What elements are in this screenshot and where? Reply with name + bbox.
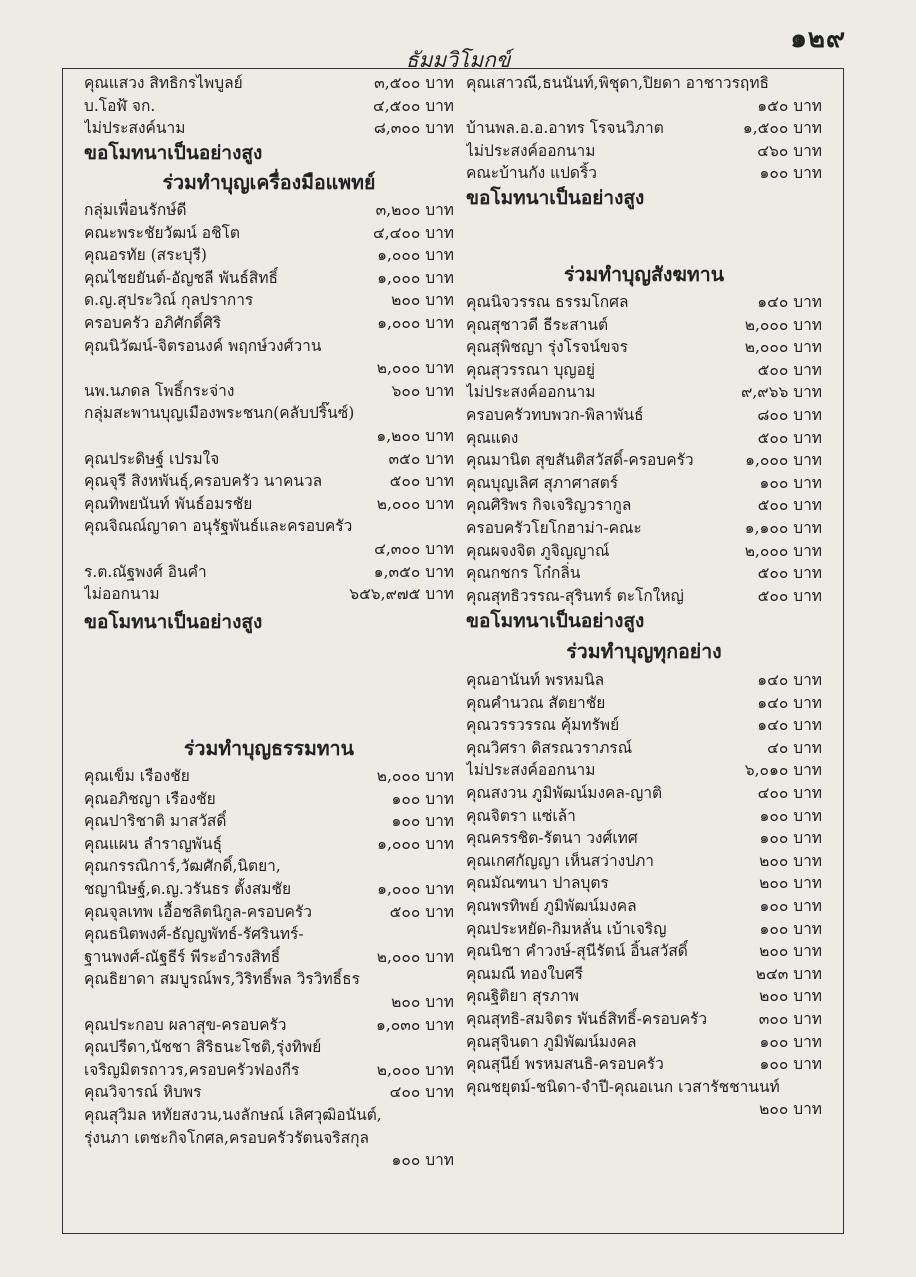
donation-amount: ๑๕๐ บาท: [757, 96, 822, 115]
donor-name: คุณจุรี สิงหพันธุ์,ครอบครัว นาคนวล: [84, 472, 323, 491]
donation-amount: ๘๐๐ บาท: [757, 405, 822, 424]
donor-name: คุณอรทัย (สระบุรี): [84, 246, 207, 265]
donor-row: [466, 291, 822, 314]
donation-amount: ๔๐๐ บาท: [757, 783, 822, 802]
donation-amount: ๕๐๐ บาท: [757, 586, 822, 605]
donor-name: คุณแดง: [466, 428, 519, 447]
donor-name: ครอบครัวโยโกฮาม่า-คณะ: [466, 518, 642, 537]
donor-name: คุณวิจารณ์ หิบพร: [84, 1083, 202, 1102]
donor-row: [466, 963, 822, 986]
donor-row: [84, 1104, 454, 1127]
donor-row: [84, 402, 454, 425]
donor-name: บ.โอฬ้ จก.: [84, 96, 156, 115]
donation-amount: ๑,๐๐๐ บาท: [745, 451, 822, 470]
donor-row: [84, 199, 454, 222]
donor-row: [466, 381, 822, 404]
donor-row: [84, 833, 454, 856]
donor-row: [466, 72, 822, 95]
donation-amount: ๑๐๐ บาท: [759, 919, 822, 938]
left-block1: [84, 72, 454, 140]
donor-row: [466, 117, 822, 140]
donor-row: [84, 357, 454, 380]
donor-row: [84, 583, 454, 606]
donor-name: กลุ่มเพื่อนรักษ์ดี: [84, 201, 187, 219]
donation-amount: ๖๐๐ บาท: [391, 381, 454, 400]
donation-amount: ๒,๐๐๐ บาท: [376, 767, 454, 785]
donor-name: คุณจุลเทพ เอื้อชลิตนิกูล-ครอบครัว: [84, 902, 312, 921]
donor-name: คุณปาริชาติ มาสวัสดิ์: [84, 812, 227, 831]
donor-row: [466, 782, 822, 805]
donation-amount: ๑๔๐ บาท: [757, 693, 822, 712]
donor-name: คุณฐิติยา สุรภาพ: [466, 987, 580, 1006]
donation-amount: ๑๐๐ บาท: [391, 789, 454, 808]
page-number: ๑๒๙: [790, 24, 846, 54]
donor-row: [84, 1036, 454, 1059]
donor-row: [466, 336, 822, 359]
donation-amount: ๒๐๐ บาท: [391, 992, 454, 1011]
donor-row: [466, 404, 822, 427]
donor-row: [466, 472, 822, 495]
donor-name: ไม่ประสงค์นาม: [84, 119, 186, 138]
donor-row: [84, 561, 454, 584]
right-block1: [466, 72, 822, 185]
donor-name: คุณกรรณิการ์,วัฒศักดิ์,นิตยา,: [84, 857, 281, 876]
donor-name: คุณอานันท์ พรหมนิล: [466, 671, 605, 689]
donor-name: คณะพระชัยวัฒน์ อชิโต: [84, 223, 240, 242]
donation-amount: ๑๐๐ บาท: [759, 1055, 822, 1074]
donation-amount: ๑๐๐ บาท: [759, 1032, 822, 1051]
donor-row: [84, 493, 454, 516]
donor-row: [84, 222, 454, 245]
donation-amount: ๑,๐๐๐ บาท: [377, 313, 454, 332]
donor-name: คุณประกอบ ผลาสุข-ครอบครัว: [84, 1015, 287, 1034]
donor-name: คุณจิตรา แซ่เล้า: [466, 806, 576, 825]
donor-row: [84, 312, 454, 335]
donor-name: คุณเข็ม เรืองชัย: [84, 767, 190, 785]
donation-amount: ๑๐๐ บาท: [391, 812, 454, 831]
donor-row: [466, 1076, 822, 1099]
donation-amount: ๑๔๐ บาท: [757, 293, 822, 311]
donor-name: คุณชยุตม์-ชนิดา-จำปี-คุณอเนก เวสารัชชานนท์: [466, 1077, 780, 1096]
donor-row: [84, 244, 454, 267]
dhamma-donor-list: [84, 765, 454, 1172]
donor-row: [466, 872, 822, 895]
donation-amount: ๕๐๐ บาท: [757, 428, 822, 447]
donation-amount: ๒๐๐ บาท: [759, 942, 822, 961]
donation-amount: ๓๐๐ บาท: [758, 1009, 822, 1028]
donor-row: [84, 95, 454, 118]
donation-amount: ๒,๐๐๐ บาท: [376, 359, 454, 378]
donor-name: คุณนิจวรรณ ธรรมโกศล: [466, 293, 629, 311]
donor-row: [84, 901, 454, 924]
section-heading-all: ร่วมทำบุญทุกอย่าง: [566, 640, 722, 663]
donation-amount: ๑๐๐ บาท: [759, 896, 822, 915]
donor-name: คุณนิชา คำวงษ์-สุนีรัตน์ อิ้นสวัสดิ์: [466, 942, 688, 961]
donor-name: รุ่งนภา เตชะกิจโกศล,ครอบครัวรัตนจริสกุล: [84, 1128, 369, 1147]
donation-amount: ๑,๐๓๐ บาท: [376, 1015, 454, 1034]
donor-row: [466, 540, 822, 563]
donor-name: คุณธิยาดา สมบูรณ์พร,วิริทธิ์พล วิรวิทธิ์ธร: [84, 970, 360, 989]
right-column: [466, 72, 822, 1277]
donation-amount: ๔,๔๐๐ บาท: [373, 223, 454, 242]
sangha-donor-list: [466, 291, 822, 607]
donation-amount: ๒,๐๐๐ บาท: [376, 1060, 454, 1079]
donor-row: [84, 1014, 454, 1037]
donor-row: [466, 985, 822, 1008]
donor-name: บ้านพล.อ.อ.อาทร โรจนวิภาต: [466, 119, 664, 138]
donation-amount: ๕๐๐ บาท: [757, 496, 822, 515]
donation-amount: ๑๐๐ บาท: [759, 473, 822, 492]
donor-row: [84, 810, 454, 833]
donor-name: ร.ต.ณัฐพงศ์ อินคำ: [84, 562, 207, 581]
donation-amount: ๑,๒๐๐ บาท: [376, 426, 454, 445]
donation-amount: ๓,๕๐๐ บาท: [374, 74, 454, 92]
donor-row: [84, 968, 454, 991]
donor-name: คุณแผน ลำราญพันธุ์: [84, 834, 223, 853]
donor-row: [84, 946, 454, 969]
donor-row: [466, 737, 822, 760]
donor-row: [466, 940, 822, 963]
donor-name: ชญานิษฐ์,ด.ญ.วรันธร ตั้งสมชัย: [84, 879, 292, 898]
donor-name: คุณแสวง สิทธิกรไพบูลย์: [84, 74, 243, 92]
thanks-heading: ขอโมทนาเป็นอย่างสูง: [84, 611, 263, 633]
donation-amount: ๕๐๐ บาท: [389, 902, 454, 921]
donor-row: [466, 162, 822, 185]
donation-amount: ๑,๑๐๐ บาท: [744, 518, 822, 537]
donor-name: คุณเกศกัญญา เห็นสว่างปภา: [466, 851, 655, 870]
donor-name: คุณทิพยนันท์ พันธ์อมรชัย: [84, 494, 253, 513]
donor-row: [466, 918, 822, 941]
donor-row: [466, 562, 822, 585]
donor-name: คุณสุทธิวรรณ-สุรินทร์ ตะโกใหญ่: [466, 586, 684, 605]
donation-amount: ๔๖๐ บาท: [757, 141, 822, 160]
donation-amount: ๔๐ บาท: [767, 738, 822, 757]
donor-row: [84, 855, 454, 878]
donor-row: [84, 1127, 454, 1150]
donor-name: คุณนิวัฒน์-จิตรอนงค์ พฤกษ์วงศ์วาน: [84, 336, 322, 355]
donor-row: [84, 470, 454, 493]
donor-name: คุณไชยยันต์-อัญชลี พันธ์สิทธิ์: [84, 268, 278, 287]
section-heading-sangha: ร่วมทำบุญสังฆทาน: [563, 263, 725, 286]
donation-amount: ๒,๐๐๐ บาท: [376, 494, 454, 513]
donor-row: [84, 1081, 454, 1104]
donor-name: คุณอภิชญา เรืองชัย: [84, 789, 216, 808]
donor-name: ครอบครัวทบพวก-พิลาพันธ์: [466, 405, 644, 424]
donor-row: [84, 788, 454, 811]
donor-name: คุณสุจินดา ภูมิพัฒน์มงคล: [466, 1032, 637, 1051]
donation-amount: ๙,๙๖๖ บาท: [741, 383, 822, 402]
donor-name: คุณครรชิต-รัตนา วงศ์เทศ: [466, 829, 638, 848]
donor-name: เจริญมิตรถาวร,ครอบครัวฟองกีร: [84, 1060, 300, 1079]
donation-amount: ๑,๐๐๐ บาท: [377, 879, 454, 898]
donor-row: [84, 765, 454, 788]
section-heading-medical: ร่วมทำบุญเครื่องมือแพทย์: [162, 171, 376, 194]
donor-name: ไม่ประสงค์ออกนาม: [466, 141, 596, 160]
donor-name: คณะบ้านกัง แปดริ้ว: [466, 164, 598, 183]
donor-name: คุณมานิต สุขสันติสวัสดิ์-ครอบครัว: [466, 451, 694, 470]
thanks-heading: ขอโมทนาเป็นอย่างสูง: [84, 142, 263, 164]
donor-row: [466, 895, 822, 918]
donor-name: คุณวรรวรรณ คุ้มทรัพย์: [466, 716, 620, 735]
donor-row: [84, 923, 454, 946]
donation-amount: ๒,๐๐๐ บาท: [744, 338, 822, 357]
donor-row: [466, 692, 822, 715]
donor-name: คุณธนิตพงศ์-ธัญญพัทธ์-รัศรินทร์-: [84, 925, 304, 944]
thanks-heading: ขอโมทนาเป็นอย่างสูง: [466, 187, 645, 209]
donation-amount: ๑๐๐ บาท: [759, 829, 822, 848]
donor-row: [466, 517, 822, 540]
donation-amount: ๓,๒๐๐ บาท: [375, 201, 454, 219]
donor-name: คุณสุพิชญา รุ่งโรจน์ขจร: [466, 338, 629, 357]
donor-row: [466, 759, 822, 782]
donor-row: [84, 117, 454, 140]
donor-row: [84, 1149, 454, 1172]
donation-amount: ๒๐๐ บาท: [391, 291, 454, 310]
donation-amount: ๑,๐๐๐ บาท: [377, 834, 454, 853]
donor-name: คุณสุชาวดี ธีระสานต์: [466, 315, 609, 334]
donor-row: [466, 140, 822, 163]
donation-amount: ๒๔๓ บาท: [755, 964, 822, 983]
donor-name: คุณมัณฑนา ปาลบุตร: [466, 874, 609, 893]
donation-amount: ๑๐๐ บาท: [759, 806, 822, 825]
donation-amount: ๑๐๐ บาท: [391, 1151, 454, 1170]
donor-row: [84, 1059, 454, 1082]
donation-amount: ๓๕๐ บาท: [388, 449, 454, 468]
donation-amount: ๒๐๐ บาท: [759, 874, 822, 893]
donor-row: [466, 850, 822, 873]
donation-amount: ๕๐๐ บาท: [389, 472, 454, 491]
donor-name: คุณปรีดา,นัชชา สิริธนะโชติ,รุ่งทิพย์: [84, 1038, 322, 1057]
donation-amount: ๑,๐๐๐ บาท: [377, 246, 454, 265]
donor-name: คุณคำนวณ สัตยาชัย: [466, 693, 606, 712]
donor-row: [466, 359, 822, 382]
donation-amount: ๒,๐๐๐ บาท: [376, 947, 454, 966]
donor-row: [466, 95, 822, 118]
donor-name: คุณมณี ทองใบศรี: [466, 964, 583, 983]
section-heading-dhamma: ร่วมทำบุญธรรมทาน: [184, 737, 354, 760]
donor-name: ครอบครัว อภิศักดิ์ศิริ: [84, 313, 222, 332]
donor-row: [466, 1098, 822, 1121]
donation-amount: ๒๐๐ บาท: [759, 987, 822, 1006]
donor-name: คุณจิณณ์ญาดา อนุรัฐพันธ์และครอบครัว: [84, 517, 353, 536]
donor-row: [466, 427, 822, 450]
donation-amount: ๑,๕๐๐ บาท: [742, 119, 822, 138]
donor-row: [84, 515, 454, 538]
donation-amount: ๕๐๐ บาท: [757, 360, 822, 379]
donor-name: คุณสุวิมล หทัยสงวน,นงลักษณ์ เลิศวุฒิอนันต์,: [84, 1105, 382, 1124]
donor-row: [84, 878, 454, 901]
donor-row: [466, 1053, 822, 1076]
donor-row: [466, 827, 822, 850]
all-donor-list: [466, 669, 822, 1121]
donor-row: [466, 449, 822, 472]
donor-row: [466, 494, 822, 517]
donor-name: คุณสุทธิ-สมจิตร พันธ์สิทธิ์-ครอบครัว: [466, 1009, 708, 1028]
donor-row: [466, 714, 822, 737]
donation-amount: ๔๐๐ บาท: [389, 1083, 454, 1102]
donor-row: [84, 425, 454, 448]
donor-name: คุณประดิษฐ์ เปรมใจ: [84, 449, 220, 468]
thanks-heading: ขอโมทนาเป็นอย่างสูง: [466, 610, 645, 632]
donation-amount: ๑,๓๕๐ บาท: [373, 562, 454, 581]
donation-amount: ๘,๓๐๐ บาท: [373, 119, 454, 138]
donor-name: ไม่ออกนาม: [84, 585, 160, 604]
donation-amount: ๒,๐๐๐ บาท: [744, 315, 822, 334]
donor-row: [466, 669, 822, 692]
donor-row: [84, 448, 454, 471]
donation-amount: ๖๕๖,๙๗๕ บาท: [349, 585, 454, 604]
donor-row: [84, 991, 454, 1014]
header-title: ธัมมวิโมกข์: [405, 48, 511, 72]
donor-row: [466, 1008, 822, 1031]
donor-row: [84, 72, 454, 95]
donor-name: คุณประหยัด-กิมหลั่น เบ้าเจริญ: [466, 919, 667, 938]
donor-name: คุณศิริพร กิจเจริญวรากูล: [466, 496, 632, 515]
donor-row: [84, 538, 454, 561]
donor-row: [466, 805, 822, 828]
donation-amount: ๔,๓๐๐ บาท: [374, 539, 454, 558]
donation-amount: ๔,๕๐๐ บาท: [373, 96, 454, 115]
donor-row: [84, 335, 454, 358]
donor-name: คุณสงวน ภูมิพัฒน์มงคล-ญาติ: [466, 783, 663, 802]
donation-amount: ๖,๐๑๐ บาท: [744, 761, 822, 780]
donor-row: [466, 314, 822, 337]
donor-row: [84, 289, 454, 312]
donation-amount: ๒๐๐ บาท: [759, 851, 822, 870]
donor-name: คุณกชกร โก๋กลิ่น: [466, 564, 581, 583]
donor-name: คุณพรทิพย์ ภูมิพัฒน์มงคล: [466, 896, 637, 915]
donation-amount: ๑๐๐ บาท: [759, 164, 822, 183]
donor-name: กลุ่มสะพานบุญเมืองพระชนก(คลับปริ๊นซ์): [84, 404, 355, 423]
donation-amount: ๒๐๐ บาท: [759, 1100, 822, 1119]
donor-name: คุณสุวรรณา บุญอยู่: [466, 360, 596, 379]
donor-row: [84, 380, 454, 403]
donation-amount: ๕๐๐ บาท: [757, 564, 822, 583]
donor-row: [466, 1031, 822, 1054]
donor-name: คุณสุนีย์ พรหมสนธิ-ครอบครัว: [466, 1055, 664, 1074]
donor-row: [84, 267, 454, 290]
donor-name: คุณเสาวณี,ธนนันท์,พิชุดา,ปิยดา อาชาวรฤทธิ: [466, 74, 769, 92]
donor-name: นพ.นภดล โพธิ์กระจ่าง: [84, 381, 235, 400]
donor-name: คุณบุญเลิศ สุภาศาสตร์: [466, 473, 619, 492]
donation-amount: ๑๔๐ บาท: [757, 671, 822, 689]
donation-amount: ๒,๐๐๐ บาท: [744, 541, 822, 560]
donor-row: [466, 585, 822, 608]
donor-name: คุณผจงจิต ภูจิญญาณ์: [466, 541, 610, 560]
medical-donor-list: [84, 199, 454, 606]
donor-name: ไม่ประสงค์ออกนาม: [466, 761, 596, 780]
donor-name: ฐานพงศ์-ณัฐธีร์ พีระอำรงสิทธิ์: [84, 947, 281, 966]
donor-name: คุณวิศรา ดิสรณวราภรณ์: [466, 738, 633, 757]
donor-name: ด.ญ.สุประวิณ์ กุลปราการ: [84, 291, 254, 310]
donation-amount: ๑,๐๐๐ บาท: [377, 268, 454, 287]
donor-name: ไม่ประสงค์ออกนาม: [466, 383, 596, 402]
left-column: [84, 72, 454, 1277]
donation-amount: ๑๔๐ บาท: [757, 716, 822, 735]
